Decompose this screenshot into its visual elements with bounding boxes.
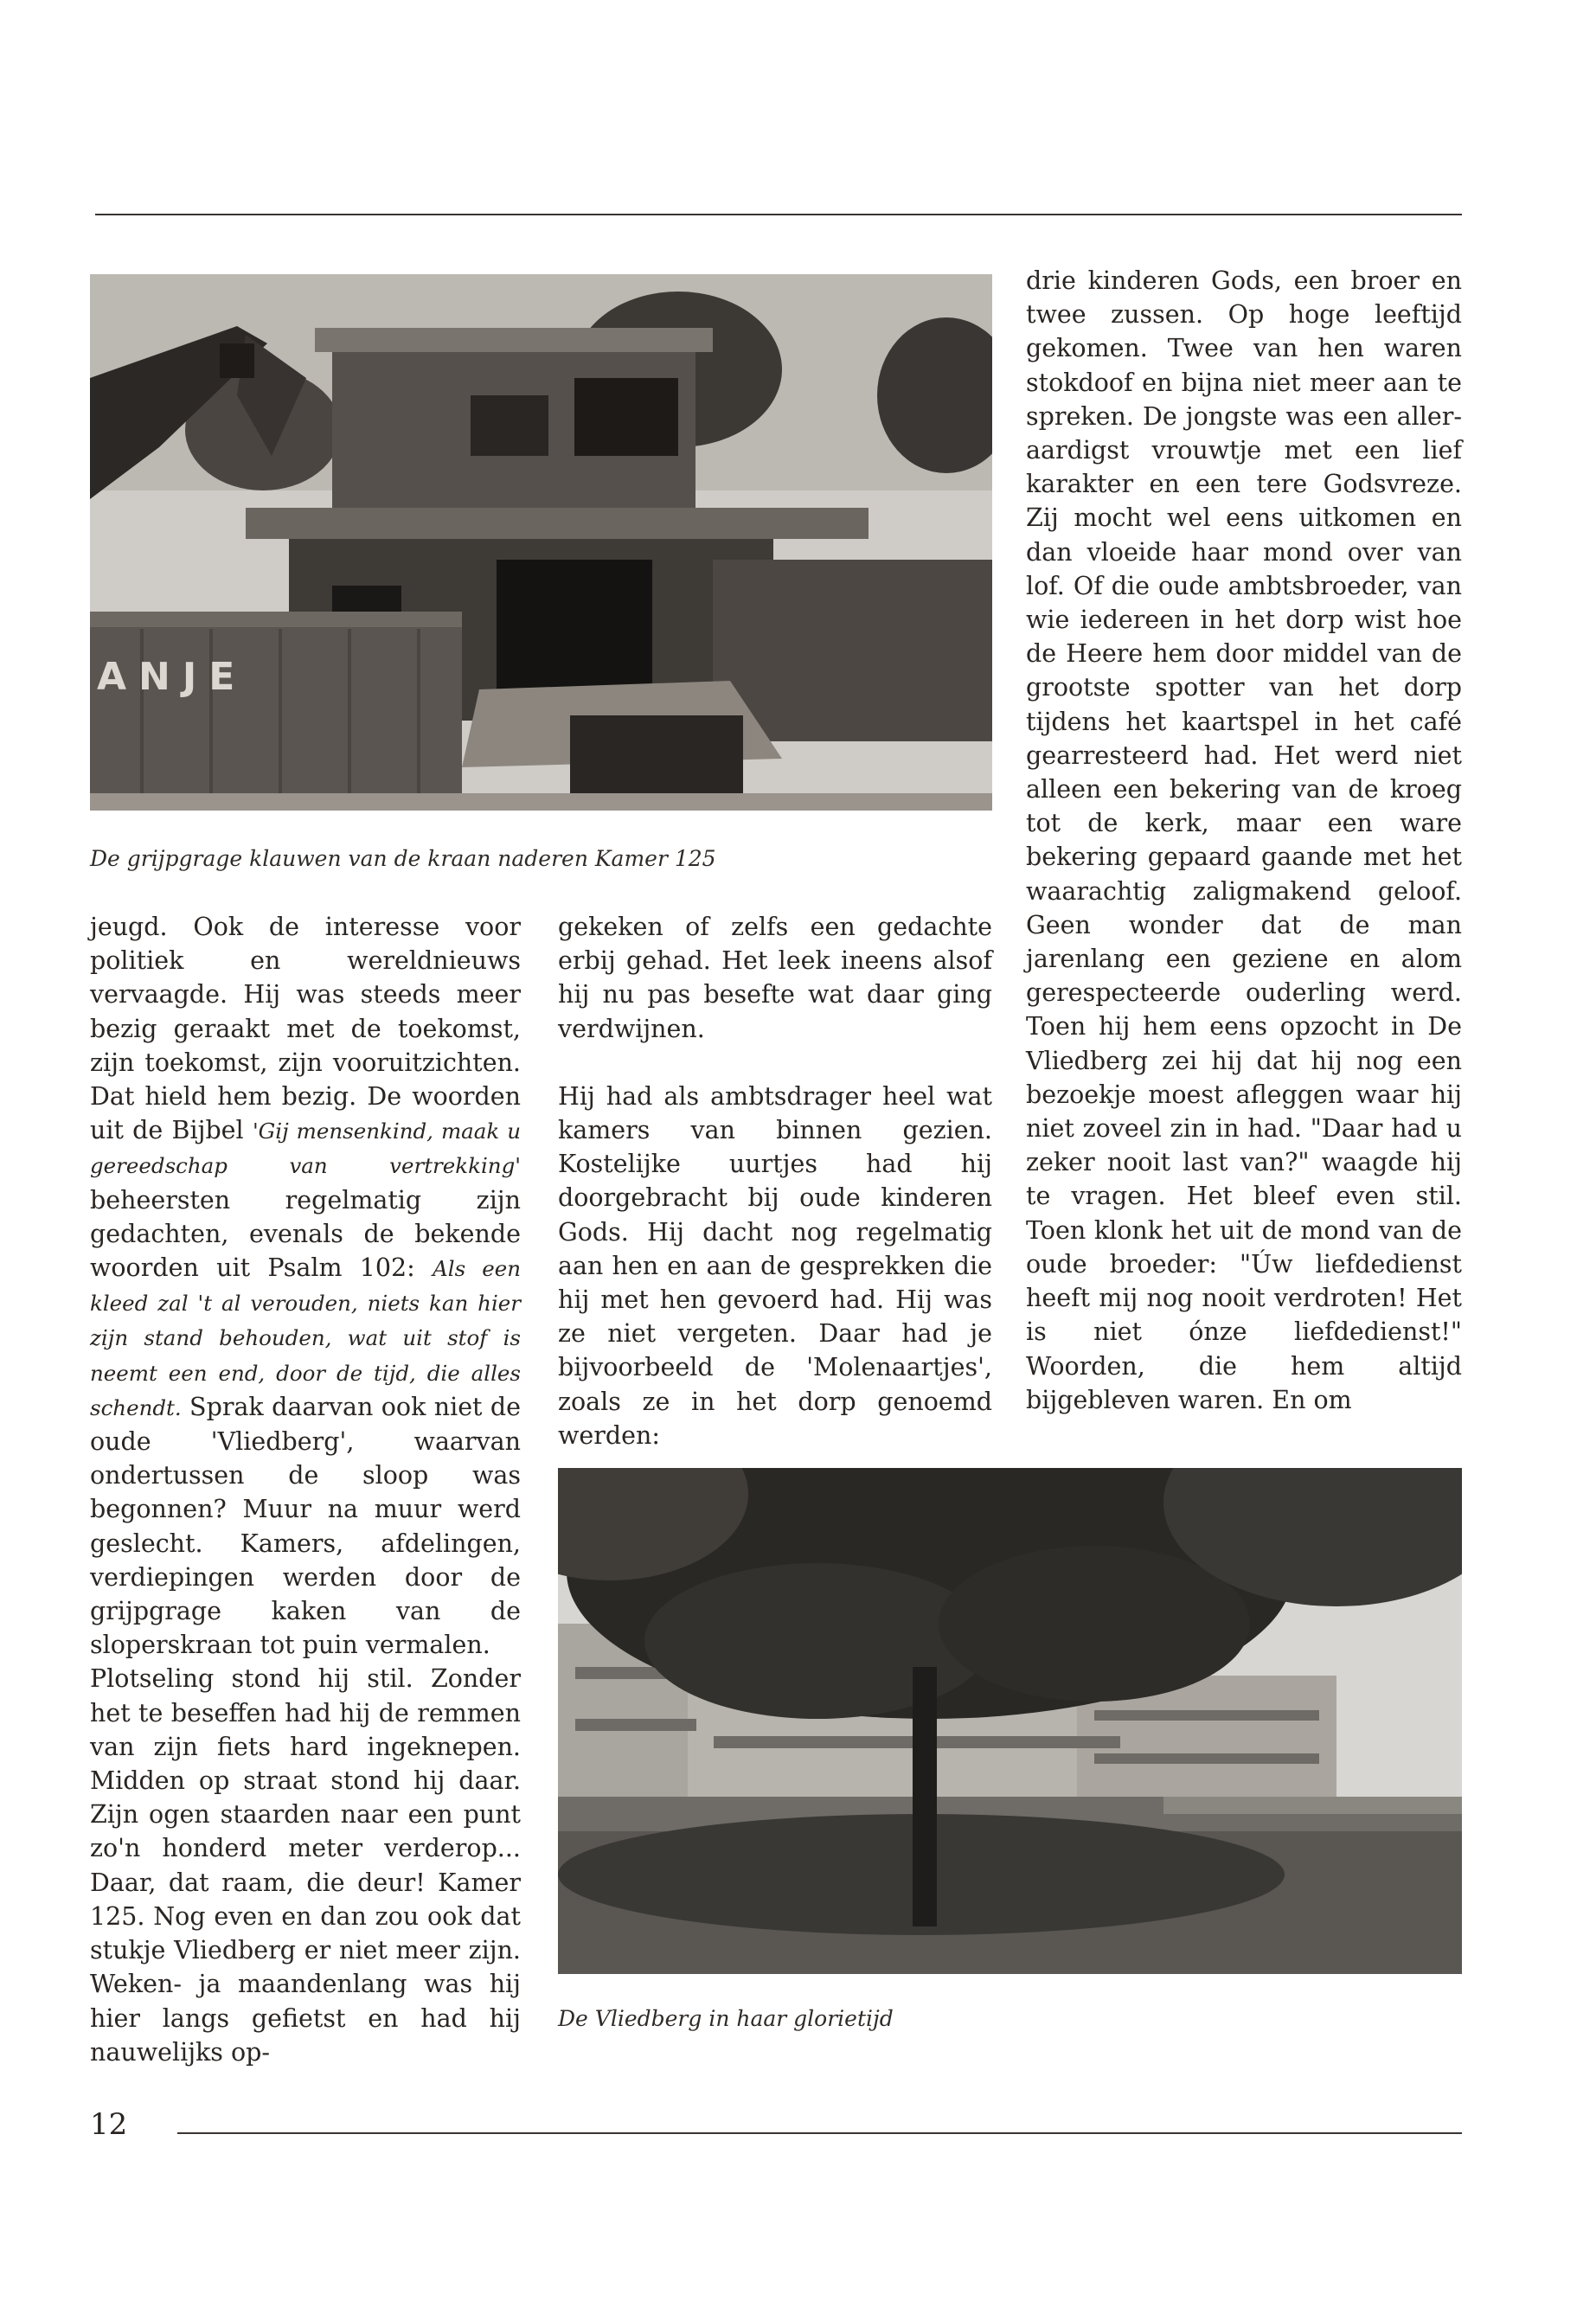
caption-vliedberg: De Vliedberg in haar glorietijd — [558, 2006, 894, 2031]
caption-demolition: De grijpgrage klauwen van de kraan naderen Kamer 125 — [90, 846, 716, 871]
bottom-rule — [177, 2132, 1462, 2134]
vliedberg-photo — [558, 1468, 1462, 1974]
container-sign: ANJE — [97, 655, 247, 699]
col1-paragraph-1: jeugd. Ook de interesse voor politiek en wereldnieuws vervaagde. Hij was steeds meer bezig geraakt met de toekomst, zijn toekomst, zijn vooruitzichten. Dat hield hem bezig. De woorden uit de Bijbel 'Gij mensenkind, maak u gereedschap van vertrekking' beheersten regelmatig zijn gedachten, evenals de bekende woorden uit Psalm 102: Als een kleed zal 't al verouden, niets kan hier zijn stand behouden, wat uit stof is neemt een end, door de tijd, die alles schendt. Sprak daarvan ook niet de oude 'Vliedberg', waarvan ondertussen de sloop was begonnen? Muur na muur werd geslecht. Kamers, afdelingen, verdiepingen werden door de grijpgrage kaken van de sloperskraan tot puin vermalen. — [90, 913, 521, 1660]
text-column-3 — [1026, 264, 1462, 1417]
text-column-2 — [558, 910, 992, 1452]
col2-paragraph-1: gekeken of zelfs een gedachte erbij gehad. Het leek ineens alsof hij nu pas besefte wat daar ging verdwijnen. — [558, 913, 992, 1043]
page-number: 12 — [90, 2107, 128, 2142]
col3-paragraph-1: drie kinderen Gods, een broer en twee zussen. Op hoge leeftijd gekomen. Twee van hen waren stokdoof en bijna niet meer aan te spreken. De jongste was een aller-aardigst vrouwtje met een lief karakter en een tere Godsvreze. Zij mocht wel eens uitkomen en dan vloeide haar mond over van lof. Of die oude ambtsbroeder, van wie iedereen in het dorp wist hoe de Heere hem door middel van de grootste spotter van het dorp tijdens het kaartspel in het café gearresteerd had. Het werd niet alleen een bekering van de kroeg tot de kerk, maar een ware bekering gepaard gaande met het waarachtig zaligmakend geloof. Geen wonder dat de man jarenlang een geziene en alom gerespecteerde ouderling werd. Toen hij hem eens opzocht in De Vliedberg zei hij dat hij nog een bezoekje moest afleggen waar hij niet zoveel zin in had. "Daar had u zeker nooit last van?" waagde hij te vragen. Het bleef even stil. Toen klonk het uit de mond van de oude broeder: "Úw liefdedienst heeft mij nog nooit verdroten! Het is niet ónze liefdedienst!" Woorden, die hem altijd bijgebleven waren. En om — [1026, 266, 1462, 1414]
psalm-quote: Als een kleed zal 't al verouden, niets kan hier zijn stand behouden, wat uit stof is neemt een end, door de tijd, die alles schendt. — [90, 1256, 521, 1420]
col2-paragraph-2: Hij had als ambtsdrager heel wat kamers van binnen gezien. Kostelijke uurtjes had hij doorgebracht bij oude kinderen Gods. Hij dacht nog regelmatig aan hen en aan de gesprekken die hij met hen gevoerd had. Hij was ze niet vergeten. Daar had je bijvoorbeeld de 'Molenaartjes', zoals ze in het dorp genoemd werden: — [558, 1081, 992, 1450]
text-column-1 — [90, 910, 521, 2069]
demolition-photo — [90, 274, 992, 811]
top-rule — [95, 214, 1462, 215]
col1-paragraph-2: Plotseling stond hij stil. Zonder het te beseffen had hij de remmen van zijn fiets hard ingeknepen. Midden op straat stond hij daar. Zijn ogen staarden naar een punt zo'n honderd meter verderop... Daar, dat raam, die deur! Kamer 125. Nog even en dan zou ook dat stukje Vliedberg er niet meer zijn. Weken- ja maandenlang was hij hier langs gefietst en had hij nauwelijks op- — [90, 1664, 521, 2067]
bible-quote: 'Gij mensenkind, maak u gereedschap van vertrekking' — [90, 1118, 521, 1179]
